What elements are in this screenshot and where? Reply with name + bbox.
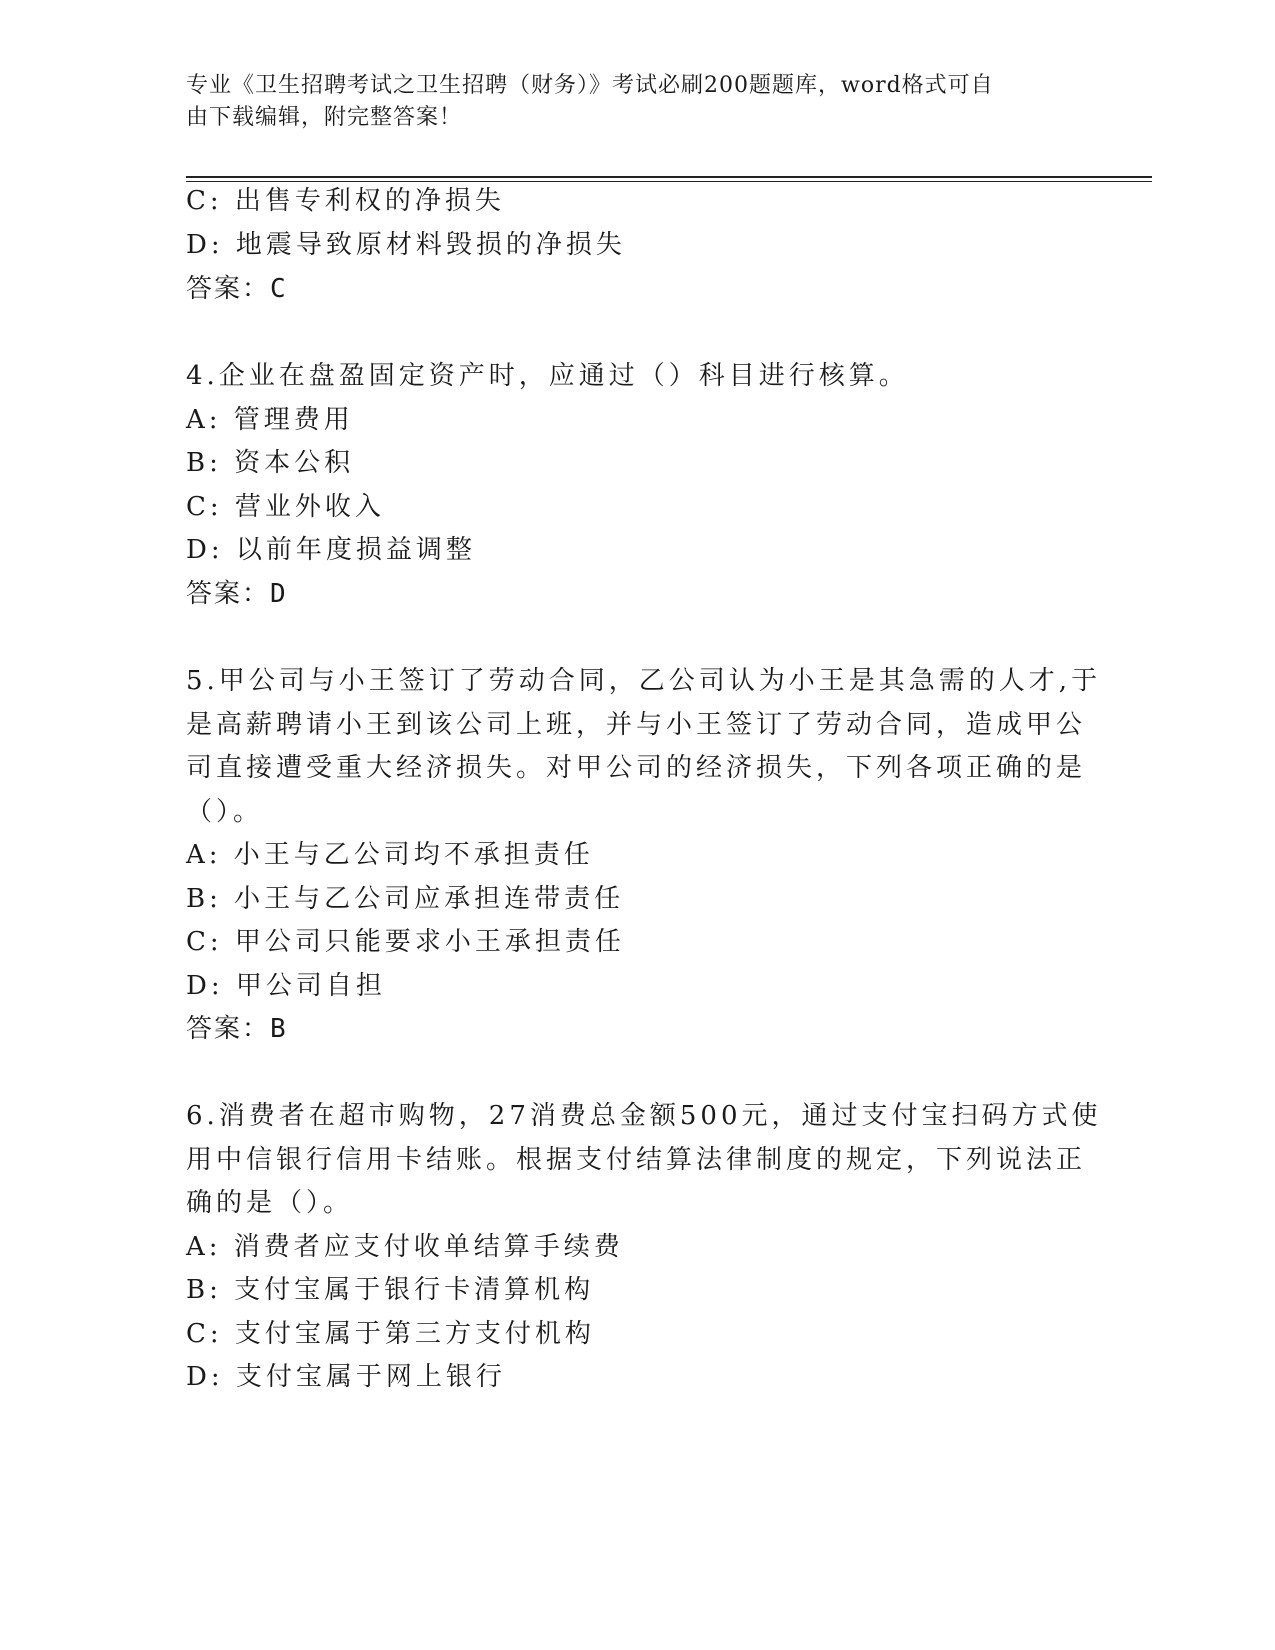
q5-answer xyxy=(186,1012,288,1046)
q6-option-a: A: 消费者应支付收单结算手续费 xyxy=(186,1232,624,1262)
answer-value: D xyxy=(270,579,288,609)
q6-option-c: C: 支付宝属于第三方支付机构 xyxy=(186,1319,595,1349)
document-header xyxy=(186,70,1086,134)
q5-stem-line-4: （）。 xyxy=(186,797,264,827)
header-line-2: 由下载编辑，附完整答案！ xyxy=(186,105,463,130)
q4-option-a: A: 管理费用 xyxy=(186,405,354,435)
q5-option-c: C: 甲公司只能要求小王承担责任 xyxy=(186,927,625,957)
q4-option-c: C: 营业外收入 xyxy=(186,492,385,522)
q4-answer xyxy=(186,577,288,611)
q4-option-b: B: 资本公积 xyxy=(186,448,355,478)
q3-option-d: D: 地震导致原材料毁损的净损失 xyxy=(186,230,626,260)
header-line-1: 专业《卫生招聘考试之卫生招聘（财务）》考试必刷200题题库，word格式可自 xyxy=(186,73,994,98)
q5-stem-line-3: 司直接遭受重大经济损失。对甲公司的经济损失，下列各项正确的是 xyxy=(186,753,1087,783)
header-divider-thick xyxy=(186,176,1152,178)
answer-value: C xyxy=(270,274,288,304)
answer-value: B xyxy=(270,1014,288,1044)
q6-option-b: B: 支付宝属于银行卡清算机构 xyxy=(186,1275,595,1305)
q3-option-c: C: 出售专利权的净损失 xyxy=(186,186,505,216)
q5-option-b: B: 小王与乙公司应承担连带责任 xyxy=(186,884,625,914)
answer-label: 答案： xyxy=(186,579,271,609)
q6-stem-line-1: 6.消费者在超市购物，27消费总金额500元，通过支付宝扫码方式使 xyxy=(186,1101,1102,1131)
q4-option-d: D: 以前年度损益调整 xyxy=(186,535,476,565)
q6-stem-line-2: 用中信银行信用卡结账。根据支付结算法律制度的规定，下列说法正 xyxy=(186,1145,1087,1175)
q5-stem-line-1: 5.甲公司与小王签订了劳动合同，乙公司认为小王是其急需的人才,于 xyxy=(186,666,1102,696)
header-divider-thin xyxy=(186,181,1152,182)
answer-label: 答案： xyxy=(186,1014,271,1044)
q5-stem-line-2: 是高薪聘请小王到该公司上班，并与小王签订了劳动合同，造成甲公 xyxy=(186,710,1087,740)
q5-option-d: D: 甲公司自担 xyxy=(186,971,386,1001)
q6-option-d: D: 支付宝属于网上银行 xyxy=(186,1362,506,1392)
answer-label: 答案： xyxy=(186,274,271,304)
q3-answer xyxy=(186,272,288,306)
q4-stem: 4.企业在盘盈固定资产时，应通过（）科目进行核算。 xyxy=(186,361,909,391)
q5-option-a: A: 小王与乙公司均不承担责任 xyxy=(186,840,594,870)
q6-stem-line-3: 确的是（）。 xyxy=(186,1188,354,1218)
